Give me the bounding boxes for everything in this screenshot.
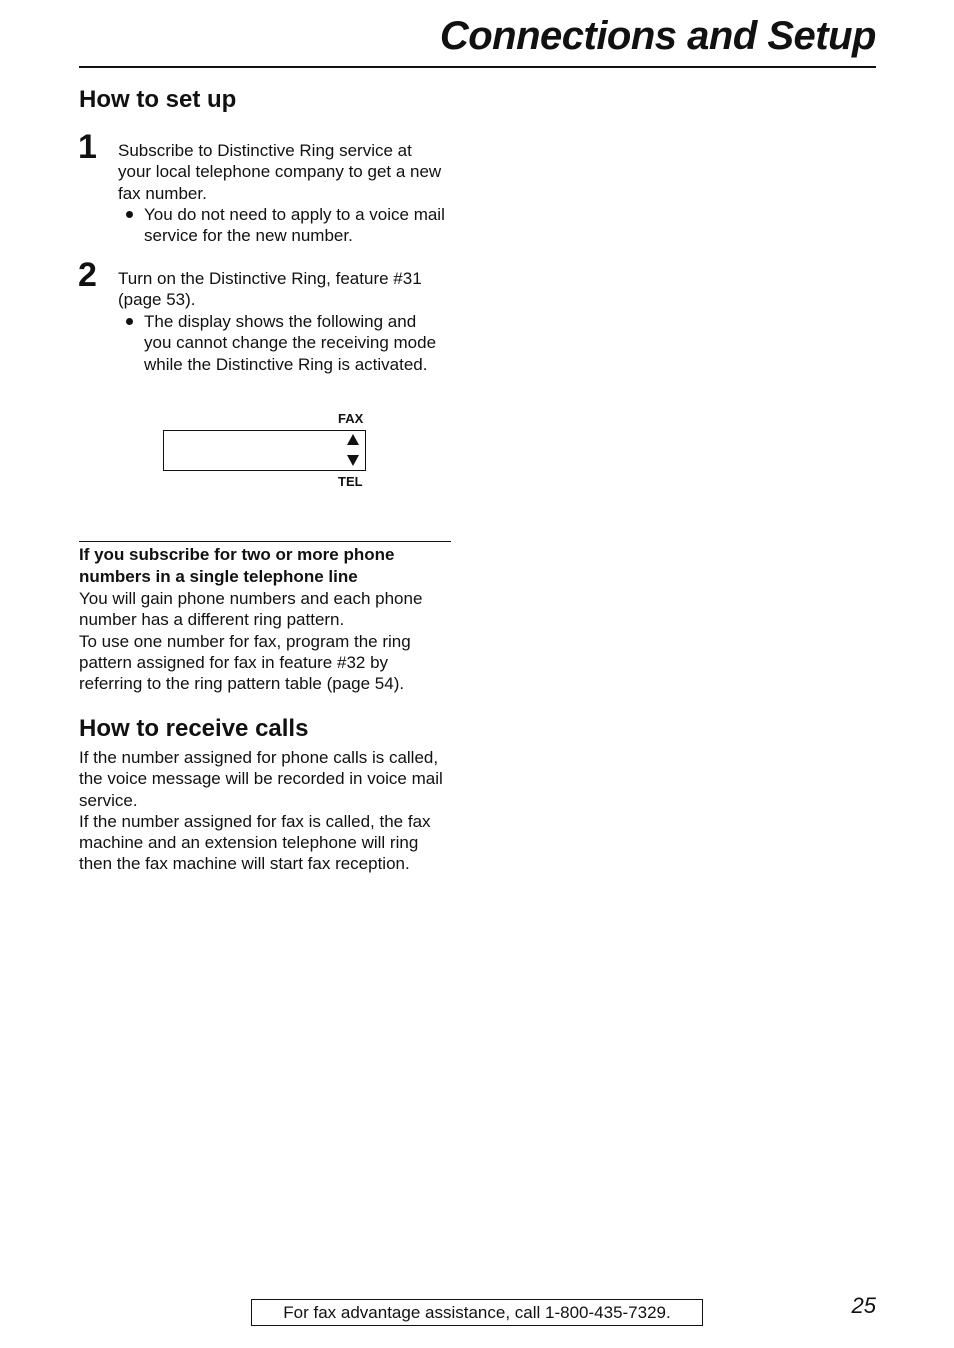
note-body: You will gain phone numbers and each phone number has a different ring pattern. To use one number for fax, program the ring pattern assigned for fax in feature #32 by referring to the ring pattern table (page 54). [79,589,423,694]
setup-heading: How to set up [79,86,237,113]
receive-heading: How to receive calls [79,715,309,742]
step-1-bullet-text: You do not need to apply to a voice mail service for the new number. [144,205,445,246]
step-2-number: 2 [78,256,97,294]
page-title: Connections and Setup [439,14,876,58]
note-heading: If you subscribe for two or more phone numbers in a single telephone line [79,545,395,586]
step-2-text: Turn on the Distinctive Ring, feature #31 (page 53). [118,269,422,310]
note-rule [79,541,451,542]
receive-body: If the number assigned for phone calls is called, the voice message will be recorded in voice mail service. If the number assigned for fax is called, the fax machine and an extension telephone will ring then the fax machine will start fax reception. [79,748,443,874]
lcd-display [163,430,366,471]
bullet-icon [126,211,133,218]
triangle-down-icon [347,455,359,466]
display-tel-label: TEL [338,474,363,489]
step-1-text: Subscribe to Distinctive Ring service at your local telephone company to get a new fax number. [118,141,442,203]
display-fax-label: FAX [338,411,364,426]
triangle-up-icon [347,434,359,445]
assistance-box: For fax advantage assistance, call 1-800-435-7329. [251,1299,703,1326]
step-1-number: 1 [78,128,97,166]
page-number: 25 [851,1293,876,1318]
step-2-bullet-text: The display shows the following and you cannot change the receiving mode while the Distinctive Ring is activated. [144,312,437,374]
bullet-icon [126,318,133,325]
title-rule [79,66,876,68]
